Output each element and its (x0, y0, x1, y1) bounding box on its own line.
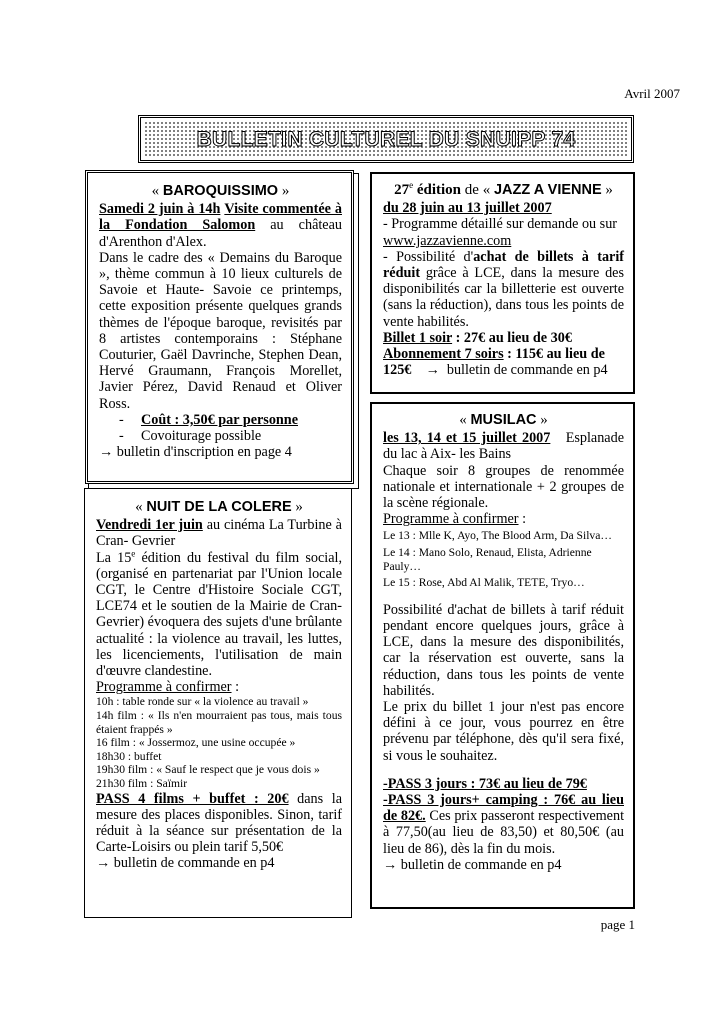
nuit-schedule-item: 16 film : « Jossermoz, une usine occupée » (96, 736, 296, 750)
musilac-title: MUSILAC (470, 412, 537, 428)
musilac-program-colon: : (518, 511, 527, 528)
nuit-schedule-item: 21h30 film : Saïmir (96, 777, 188, 790)
musilac-order-link[interactable]: → bulletin de commande en p4 (383, 856, 562, 873)
jazz-dates: du 28 juin au 13 juillet 2007 (383, 200, 552, 217)
baroquissimo-cost: Coût : 3,50€ par personne (141, 411, 298, 428)
musilac-pass3-camping: -PASS 3 jours+ camping : 76€ au lieu de 82€. (383, 792, 624, 825)
jazz-edition-word: édition (413, 182, 462, 198)
jazz-edition-num: 27 (394, 182, 410, 198)
nuit-body: édition du festival du film social, (organisé en partenariat par l'Union locale CGT, le Centre d'Histoire Sociale CGT, LCE74 et le soutien de la Mairie de Cran-Gevrier) évoquera des sujets d'une brûlante actualité : la violence au travail, les luttes, les licenciements, l'utilisation de main d'œuvre clandestine. (96, 549, 342, 680)
nuit-colere-section (84, 488, 352, 918)
musilac-location: Esplanade du lac à Aix- les Bains (383, 430, 628, 463)
jazz-ticket-label: Billet 1 soir (383, 329, 453, 346)
baroquissimo-title: BAROQUISSIMO (162, 183, 279, 199)
baroquissimo-carpool: Covoiturage possible (141, 428, 262, 445)
nuit-program-colon: : (231, 679, 240, 696)
nuit-body-sup: e (131, 547, 136, 558)
bulletin-banner (138, 115, 634, 163)
baroquissimo-visit-suffix: au château d'Arenthon d'Alex. (99, 217, 342, 250)
baroquissimo-section: « BAROQUISSIMO » Samedi 2 juin à 14h Visite commentée à la Fondation Salomon au château d'Arenthon d'Alex. Dans le cadre des « Demains du Baroque », thème commun à 10 lieux culturels de Savoie et Haute- Savoie ce printemps, cette exposition présente quelques grands thèmes de l'époque baroque, revisités par 8 artistes contemporains : Stéphane Couturier, Gaël Davrinche, Stephen Dean, Hervé Graumann, François Morellet, Javier Pérez, David Renaud et Oliver Ross. - Coût : 3,50€ par personne - Covoiturage possible → bulletin d'inscription en page 4 (85, 170, 354, 484)
nuit-schedule-item: 19h30 film : « Sauf le respect que je vous dois » (96, 763, 320, 777)
jazz-order-link[interactable]: → bulletin de commande en p4 (411, 362, 608, 379)
jazz-edition-de: de « (461, 182, 494, 198)
nuit-pass-label: PASS 4 films + buffet : 20€ (96, 790, 289, 807)
musilac-possibility: Possibilité d'achat de billets à tarif réduit pendant encore quelques jours, grâce à LCE, dans la mesure des disponibilités, car la réservation est ouverte, sans la réduction, dans tous les points de vente habilités. (383, 601, 624, 699)
jazz-possibility-pre: - Possibilité d' (383, 248, 474, 265)
jazz-ticket-price: : 27€ au lieu de 30€ (452, 329, 572, 346)
musilac-program-label: Programme à confirmer (383, 511, 519, 528)
musilac-price-note: Le prix du billet 1 jour n'est pas encore défini à ce jour, vous pourrez en être prévenu par téléphone, dès qu'il sera fixé, si vous le souhaitez. (383, 699, 624, 764)
nuit-schedule-item: 14h film : « Ils n'en mourraient pas tous, mais tous étaient frappés » (96, 709, 342, 736)
baroquissimo-heading: « BAROQUISSIMO » (151, 183, 290, 199)
baroquissimo-visit-label: Visite commentée à la Fondation Salomon (99, 201, 342, 234)
baroquissimo-registration-link[interactable]: → bulletin d'inscription en page 4 (99, 444, 292, 461)
jazz-edition-sup: e (409, 180, 414, 190)
nuit-date-suffix: au cinéma La Turbine à Cran- Gevrier (96, 517, 342, 550)
musilac-lineup-item: Le 13 : Mlle K, Ayo, The Blood Arm, Da Silva… (383, 529, 612, 543)
musilac-pass3-camping-text: Ces prix passeront respectivement à 77,50(au lieu de 83,50) et 80,50€ (au lieu de 86), dès la fin du mois. (383, 808, 625, 857)
jazz-possibility-bold: achat de billets à tarif réduit (383, 248, 624, 282)
baroquissimo-body: Dans le cadre des « Demains du Baroque », thème commun à 10 lieux culturels de Savoie et Haute- Savoie ce printemps, cette exposition présente quelques grands thèmes de l'époque baroque, revisités par 8 artistes contemporains : Stéphane Couturier, Gaël Davrinche, Stephen Dean, Hervé Graumann, François Morellet, Javier Pérez, David Renaud et Oliver Ross. (99, 249, 342, 412)
musilac-dates: les 13, 14 et 15 juillet 2007 (383, 430, 551, 447)
musilac-body: Chaque soir 8 groupes de renommée nationale et internationale + 2 groupes de la scène régionale. (383, 462, 624, 512)
page-number: page 1 (600, 917, 635, 932)
jazz-heading (383, 182, 624, 198)
musilac-heading: « MUSILAC » (459, 412, 548, 428)
jazz-vienne-section (370, 172, 635, 394)
nuit-schedule-item: 18h30 : buffet (96, 749, 162, 763)
jazz-possibility-post: grâce à LCE, dans la mesure des disponibilités car la billetterie est ouverte (sans la réduction), dans tous les points de vente habilités. (383, 265, 624, 330)
nuit-program-label: Programme à confirmer (96, 679, 232, 696)
jazz-subscription-label: Abonnement 7 soirs (383, 346, 504, 363)
nuit-heading: « NUIT DE LA COLERE » (135, 499, 303, 515)
issue-date: Avril 2007 (624, 86, 680, 101)
bulletin-title: BULLETIN CULTUREL DU SNUIPP 74 (196, 128, 576, 151)
nuit-order-link[interactable]: → bulletin de commande en p4 (96, 855, 275, 872)
musilac-lineup-item: Le 14 : Mano Solo, Renaud, Elista, Adrienne Pauly… (383, 546, 592, 573)
baroquissimo-date: Samedi 2 juin à 14h (99, 201, 221, 218)
musilac-pass3: -PASS 3 jours : 73€ au lieu de 79€ (383, 775, 587, 792)
musilac-lineup-item: Le 15 : Rose, Abd Al Malik, TETE, Tryo… (383, 576, 585, 590)
jazz-website-link[interactable]: www.jazzavienne.com (383, 232, 512, 249)
nuit-date: Vendredi 1er juin (96, 517, 203, 534)
jazz-program: - Programme détaillé sur demande ou sur (383, 216, 618, 233)
jazz-title-end: » (601, 182, 613, 198)
jazz-subscription-price: : 115€ au lieu de 125€ (383, 346, 605, 379)
musilac-section (370, 402, 635, 909)
nuit-title: NUIT DE LA COLERE (146, 499, 292, 515)
jazz-title: JAZZ A VIENNE (493, 182, 602, 198)
nuit-schedule-item: 10h : table ronde sur « la violence au travail » (96, 695, 309, 709)
nuit-pass-text: dans la mesure des places disponibles. Sinon, tarif réduit à la séance sur présentation de la Carte-Loisirs ou plein tarif 5,50€ (96, 790, 342, 856)
nuit-body-pre: La 15 (96, 549, 132, 566)
